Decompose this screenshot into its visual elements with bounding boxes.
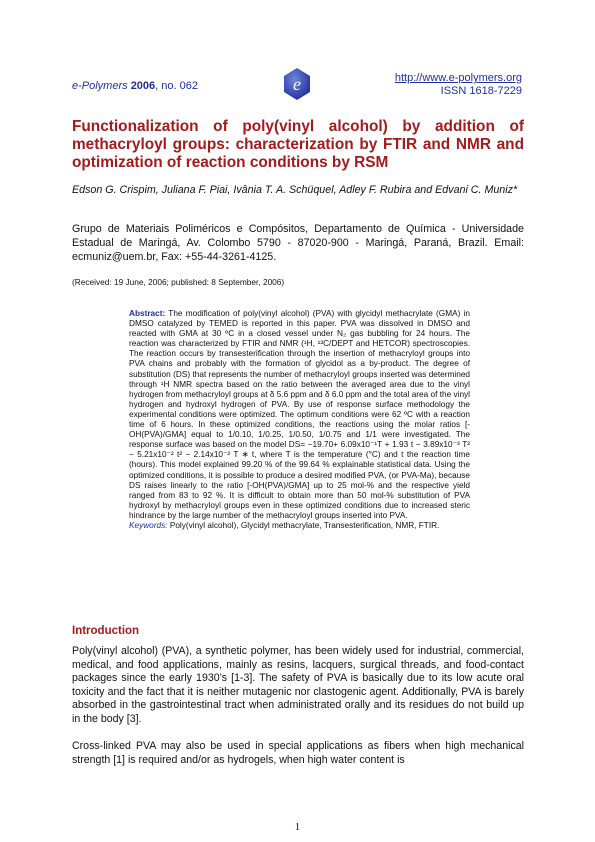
abstract-text: The modification of poly(vinyl alcohol) (PVA) with glycidyl methacrylate (GMA) in DMSO catalyzed by TEMED is reported in this paper. PVA was dissolved in DMSO and reacted with GMA at 30 ºC in a closed vessel under N₂ gas bubbling for 24 hours. The reaction was characterized by FTIR and NMR (¹H, ¹³C/DEPT and HETCOR) spectroscopies. The reaction occurs by transesterification through the insertion of methacryloyl groups into PVA chains and probably with the formation of glycidol as a by-product. The degree of substitution (DS) that represents the number of methacryloyl groups inserted was determined through ¹H NMR spectra based on the ratio between the averaged area due to the vinyl hydrogen from methacryloyl groups at δ 5.6 ppm and δ 6.0 ppm and the total area of the vinyl hydrogen and hydroxyl hydrogen of PVA. By use of response surface methodology the experimental conditions were optimized. The optimum conditions were 62 ºC with a reaction time of 6 hours. In these optimized conditions, the reactions using the molar ratios [-OH(PVA)/GMA] equal to 1/0.10, 1/0.25, 1/0.50, 1/0.75 and 1/1 were investigated. The response surface was based on the model DS= −19.70+ 6.09x10⁻¹T + 1.93 t − 3.89x10⁻³ T² − 5.21x10⁻² t² − 2.14x10⁻² T ∗ t, where T is the temperature (°C) and t the reaction time (hours). This model explained 99.20 % of the 99.64 % explainable statistical data. Using the optimized conditions, it is possible to produce a desired modified PVA, (or PVA-Ma), because DS raises linearly to the ratio [-OH(PVA)/GMA] up to 25 mol-% and the respective yield ranged from 83 to 92 %. It is difficult to obtain more than 50 mol-% substitution of PVA hydroxyl by methacryloyl groups even in these optimized conditions due to increased steric hindrance by the large number of the methacryloyl groups inserted into PVA. <box>129 309 470 520</box>
paper-title: Functionalization of poly(vinyl alcohol) by addition of methacryloyl groups: characterization by FTIR and NMR and optimization of reaction conditions by RSM <box>72 118 524 171</box>
affiliation: Grupo de Materiais Poliméricos e Compósitos, Departamento de Química - Universidade Estadual de Maringá, Av. Colombo 5790 - 87020-900 - Maringá, Paraná, Brazil. Email: ecmuniz@uem.br, Fax: +55-44-3261-4125. <box>72 223 524 263</box>
keywords-label: Keywords: <box>129 520 168 530</box>
section-heading-introduction: Introduction <box>72 625 140 637</box>
intro-paragraph-2: Cross-linked PVA may also be used in special applications as fibers when high mechanical strength [1] is required and/or as hydrogels, when high water content is <box>72 740 524 766</box>
abstract <box>129 309 470 531</box>
journal-issue: , no. 062 <box>155 80 198 92</box>
journal-name: e-Polymers <box>72 80 128 92</box>
header-right <box>395 72 522 98</box>
intro-paragraph-1: Poly(vinyl alcohol) (PVA), a synthetic polymer, has been widely used for industrial, commercial, medical, and food applications, mainly as resins, lacquers, surgical threads, and food-contact packages since the early 1930’s [1-3]. The safety of PVA is basically due to its low acute oral toxicity and the fact that it is neither mutagenic nor clastogenic agent. Additionally, PVA is barely absorbed in the gastrointestinal tract when administrated orally and its residues do not build up in the body [3]. <box>72 645 524 725</box>
e-polymers-logo-icon <box>282 67 312 101</box>
issn: ISSN 1618-7229 <box>440 85 522 97</box>
logo-letter: e <box>293 74 301 94</box>
keywords <box>129 521 470 531</box>
keywords-text: Poly(vinyl alcohol), Glycidyl methacrylate, Transesterification, NMR, FTIR. <box>169 520 440 530</box>
journal-citation <box>72 80 198 92</box>
page-number: 1 <box>294 822 301 833</box>
received-dates: (Received: 19 June, 2006; published: 8 September, 2006) <box>72 277 285 287</box>
journal-year: 2006 <box>130 80 156 92</box>
journal-url-link[interactable]: http://www.e-polymers.org <box>394 72 522 84</box>
authors: Edson G. Crispim, Juliana F. Piai, Ivânia T. A. Schüquel, Adley F. Rubira and Edvani C. Muniz* <box>72 184 518 196</box>
abstract-label: Abstract: <box>129 309 166 318</box>
